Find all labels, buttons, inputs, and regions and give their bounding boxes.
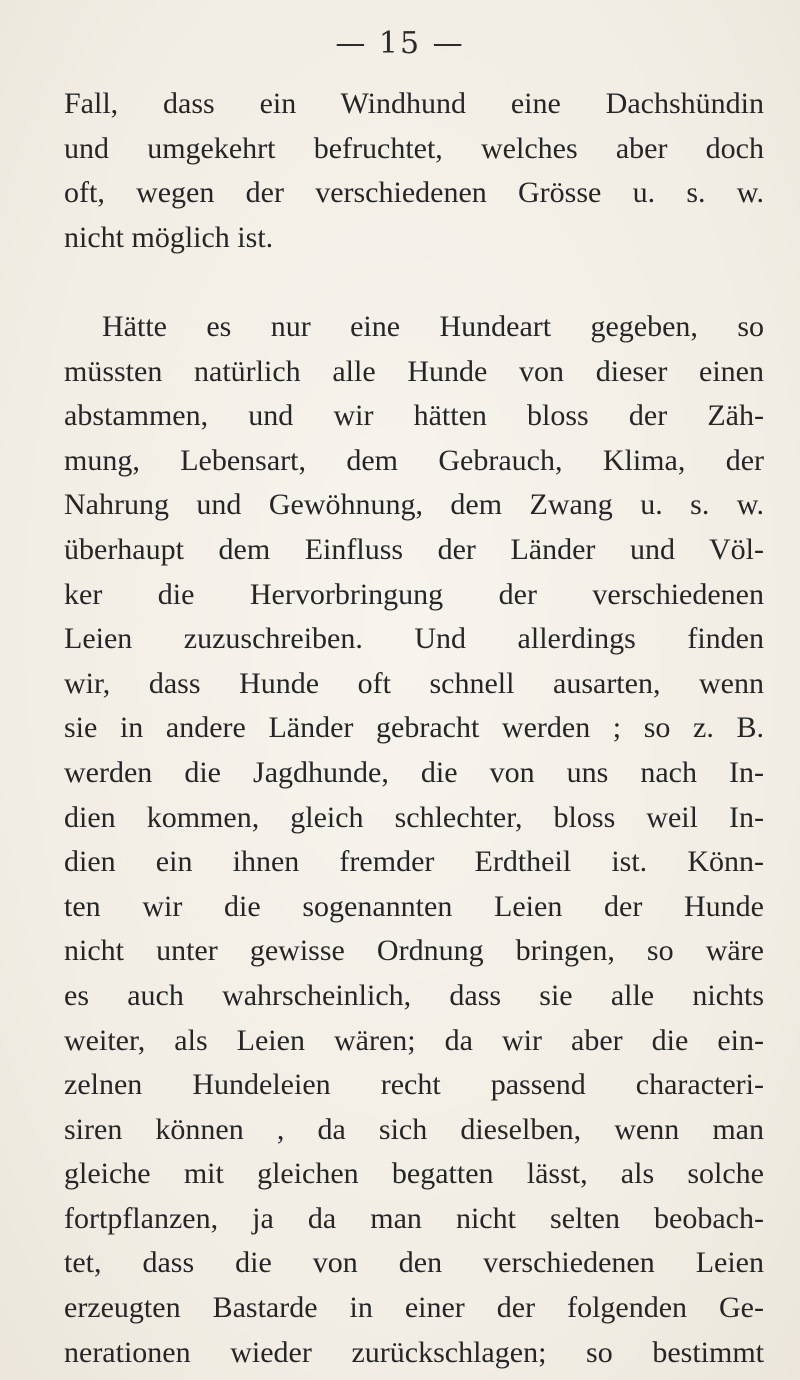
text-line: fortpflanzen, ja da man nicht selten beobach- — [64, 1201, 764, 1235]
text-line: werden die Jagdhunde, die von uns nach In- — [64, 755, 764, 789]
text-line: dien kommen, gleich schlechter, bloss weil In- — [64, 800, 764, 834]
text-line: ker die Hervorbringung der verschiedenen — [64, 577, 764, 611]
text-line: sie in andere Länder gebracht werden ; so z. B. — [64, 711, 764, 745]
text-line: nicht unter gewisse Ordnung bringen, so wäre — [64, 934, 764, 968]
text-line: es auch wahrscheinlich, dass sie alle nichts — [64, 978, 764, 1012]
text-line: siren können , da sich dieselben, wenn man — [64, 1112, 764, 1146]
text-line: Nahrung und Gewöhnung, dem Zwang u. s. w. — [64, 488, 764, 522]
text-line: ten wir die sogenannten Leien der Hunde — [64, 889, 764, 923]
text-line: und umgekehrt befruchtet, welches aber doch — [64, 131, 764, 165]
text-line: erzeugten Bastarde in einer der folgenden Ge- — [64, 1291, 764, 1325]
text-line: nicht möglich ist. — [64, 220, 274, 254]
text-line: überhaupt dem Einfluss der Länder und Völ- — [64, 532, 764, 566]
text-line: gleiche mit gleichen begatten lässt, als solche — [64, 1157, 764, 1191]
text-line: wir, dass Hunde oft schnell ausarten, wenn — [64, 666, 764, 700]
text-line: müssten natürlich alle Hunde von dieser einen — [64, 354, 764, 388]
text-line: weiter, als Leien wären; da wir aber die ein- — [64, 1023, 764, 1057]
text-line: Leien zuzuschreiben. Und allerdings finden — [64, 622, 764, 656]
text-line: zelnen Hundeleien recht passend characteri- — [64, 1068, 764, 1102]
page-number: — 15 — — [335, 26, 465, 61]
text-line: nerationen wieder zurückschlagen; so bestimmt — [64, 1335, 764, 1369]
text-line: Hätte es nur eine Hundeart gegeben, so — [102, 310, 764, 343]
text-line: dien ein ihnen fremder Erdtheil ist. Könn- — [64, 845, 764, 879]
text-line: tet, dass die von den verschiedenen Leien — [64, 1246, 764, 1280]
text-line: mung, Lebensart, dem Gebrauch, Klima, der — [64, 443, 764, 477]
paragraph-1 — [64, 82, 764, 260]
paragraph-2 — [64, 305, 764, 1375]
text-line: abstammen, und wir hätten bloss der Zäh- — [64, 399, 764, 433]
text-line: oft, wegen der verschiedenen Grösse u. s. w. — [64, 176, 764, 210]
text-line: Fall, dass ein Windhund eine Dachshündin — [64, 87, 764, 120]
